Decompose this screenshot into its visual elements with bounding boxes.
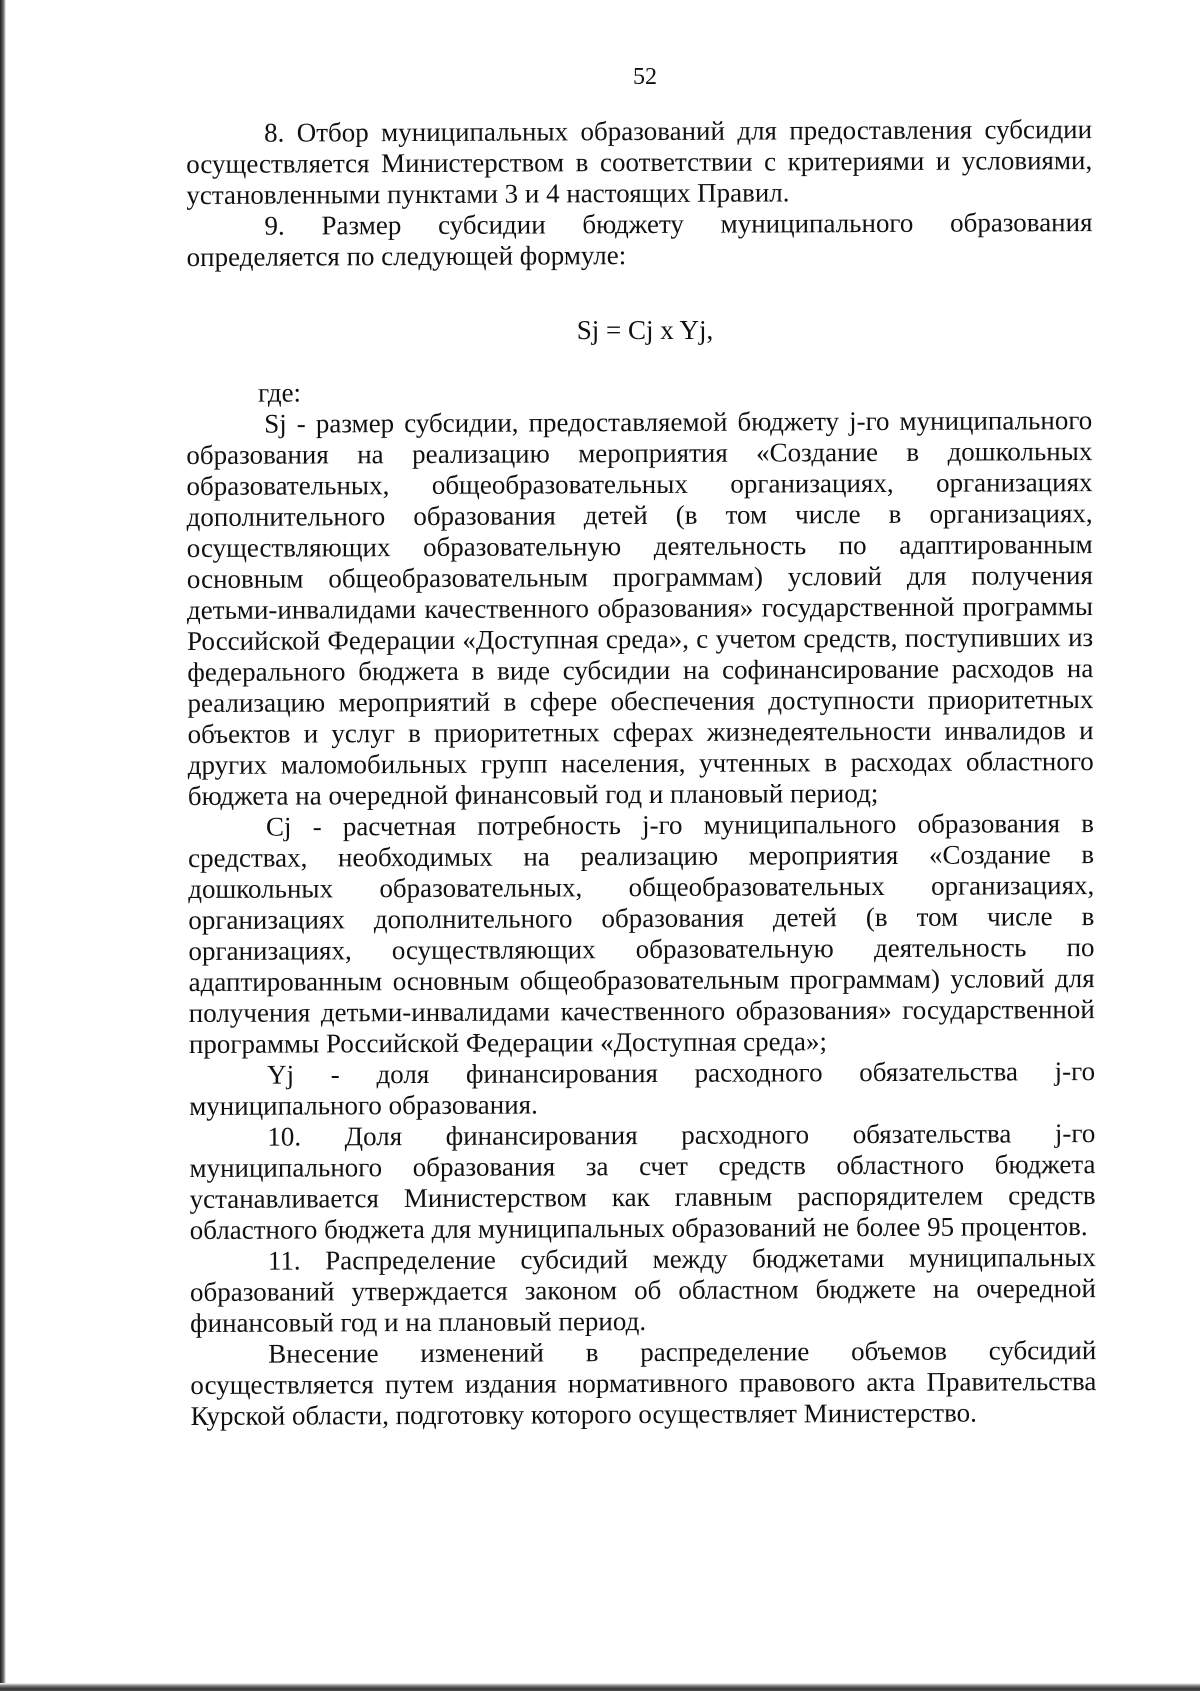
definition-cj: Cj - расчетная потребность j-го муниципального образования в средствах, необходимых на реализацию мероприятия «Создание в дошкольных образовательных, общеобразовательных организациях, организациях дополнительного образования детей (в том числе в организациях, осуществляющих образовательную деятельность по адаптированным основным общеобразовательным программам) условий для получения детьми-инвалидами качественного образования» государственной программы Российской Федерации «Доступная среда»;	[188, 808, 1095, 1059]
paragraph-10: 10. Доля финансирования расходного обязательства j-го муниципального образования за счет средств областного бюджета устанавливается Министерством как главным распорядителем средств областного бюджета для муниципальных образований не более 95 процентов.	[189, 1118, 1096, 1245]
text-block-definitions	[186, 374, 1097, 1432]
text-block-top	[186, 114, 1093, 273]
definition-yj: Yj - доля финансирования расходного обязательства j-го муниципального образования.	[189, 1056, 1096, 1121]
where-label: где:	[257, 377, 302, 408]
paragraph-8: 8. Отбор муниципальных образований для предоставления субсидии осуществляется Министерством в соответствии с критериями и условиями, установленными пунктами 3 и 4 настоящих Правил.	[186, 114, 1093, 210]
definition-sj: Sj - размер субсидии, предоставляемой бюджету j-го муниципального образования на реализацию мероприятия «Создание в дошкольных образовательных, общеобразовательных организациях, организациях дополнительного образования детей (в том числе в организациях, осуществляющих образовательную деятельность по адаптированным основным общеобразовательным программам) условий для получения детьми-инвалидами качественного образования» государственной программы Российской Федерации «Доступная среда», с учетом средств, поступивших из федерального бюджета в виде субсидии на софинансирование расходов на реализацию мероприятий в сфере обеспечения доступности приоритетных объектов и услуг в приоритетных сферах жизнедеятельности инвалидов и других маломобильных групп населения, учтенных в расходах областного бюджета на очередной финансовый год и плановый период;	[186, 405, 1094, 811]
page-left-edge	[0, 0, 6, 1691]
paragraph-amendments: Внесение изменений в распределение объемов субсидий осуществляется путем издания нормативного правового акта Правительства Курской области, подготовку которого осуществляет Министерство.	[190, 1335, 1097, 1431]
paragraph-11: 11. Распределение субсидий между бюджетами муниципальных образований утверждается законом об областном бюджете на очередной финансовый год и на плановый период.	[189, 1242, 1097, 1338]
paragraph-9: 9. Размер субсидии бюджету муниципального образования определяется по следующей формуле:	[186, 207, 1093, 272]
formula: Sj = Cj x Yj,	[576, 315, 714, 345]
page-bottom-edge	[0, 1683, 1200, 1691]
page-number: 52	[633, 64, 657, 90]
